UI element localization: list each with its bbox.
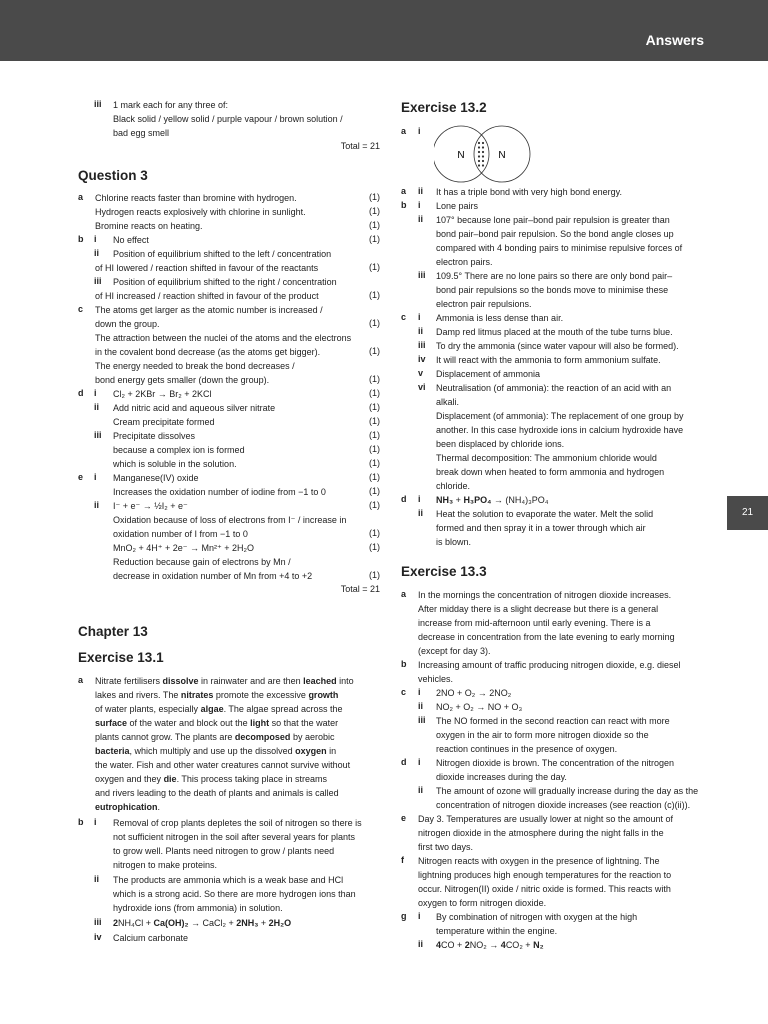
item-label: b: [78, 234, 84, 244]
item-label: g: [401, 911, 407, 921]
answer-line: Black solid / yellow solid / purple vapour / brown solution /: [113, 114, 343, 124]
mark: (1): [369, 416, 380, 426]
answer-line: Thermal decomposition: The ammonium chloride would: [436, 453, 657, 463]
item-sublabel: iii: [94, 276, 102, 286]
answer-line: formed and then spray it in a tower through which air: [436, 523, 646, 533]
shared-electron-dot: [482, 142, 484, 144]
answer-line: oxidation number of I from −1 to 0: [113, 529, 248, 539]
answer-line: lakes and rivers. The nitrates promote the excessive growth: [95, 690, 339, 700]
answer-line: Reduction because gain of electrons by Mn /: [113, 557, 291, 567]
item-sublabel: ii: [418, 326, 424, 336]
mark: (1): [369, 374, 380, 384]
answer-line: first two days.: [418, 842, 474, 852]
answer-line: Nitrate fertilisers dissolve in rainwater and are then leached into: [95, 676, 354, 686]
answer-line: Ammonia is less dense than air.: [436, 313, 564, 323]
answer-line: Manganese(IV) oxide: [113, 473, 199, 483]
answer-line: Cl₂ + 2KBr → Br₂ + 2KCl: [113, 389, 212, 399]
answer-line: surface of the water and block out the light so that the water: [95, 718, 339, 728]
answer-line: been displaced by chloride ions.: [436, 439, 565, 449]
item-label: a: [401, 126, 407, 136]
answer-line: In the mornings the concentration of nitrogen dioxide increases.: [418, 590, 672, 600]
total-marks: Total = 21: [340, 141, 380, 151]
answer-line: Cream precipitate formed: [113, 417, 215, 427]
answer-line: which is soluble in the solution.: [113, 459, 237, 469]
answer-line: down the group.: [95, 319, 160, 329]
item-label: iii: [94, 99, 102, 109]
answer-line: plants cannot grow. The plants are decomposed by aerobic: [95, 732, 335, 742]
item-label: b: [78, 817, 84, 827]
answer-line: Displacement of ammonia: [436, 369, 541, 379]
item-sublabel: i: [418, 687, 421, 697]
item-sublabel: ii: [418, 508, 424, 518]
shared-electron-dot: [482, 151, 484, 153]
answer-line: and rivers leading to the death of plants and animals is called: [95, 788, 339, 798]
answer-line: The energy needed to break the bond decreases /: [95, 361, 295, 371]
answer-line: To dry the ammonia (since water vapour will also be formed).: [436, 341, 679, 351]
item-label: c: [78, 304, 84, 314]
item-label: b: [401, 659, 407, 669]
answer-line: No effect: [113, 235, 149, 245]
answer-line: Nitrogen reacts with oxygen in the presence of lightning. The: [418, 856, 660, 866]
right-atom-symbol: N: [498, 150, 506, 161]
answer-line: bad egg smell: [113, 128, 170, 138]
item-sublabel: i: [418, 757, 421, 767]
answer-line: lightning produces high enough temperatures for the reaction to: [418, 870, 672, 880]
item-sublabel: ii: [418, 939, 424, 949]
item-label: d: [401, 494, 407, 504]
answer-line: (except for day 3).: [418, 646, 491, 656]
answer-line: 109.5° There are no lone pairs so there are only bond pair–: [436, 271, 673, 281]
answer-line: bond pair repulsions so the bonds move to minimise these: [436, 285, 669, 295]
mark: (1): [369, 290, 380, 300]
item-sublabel: i: [418, 312, 421, 322]
mark: (1): [369, 388, 380, 398]
answer-line: After midday there is a slight decrease but there is a general: [418, 604, 659, 614]
answer-line: The products are ammonia which is a weak base and HCl: [113, 875, 344, 885]
answer-line: Heat the solution to evaporate the water. Melt the solid: [436, 509, 654, 519]
answer-line: the water. Fish and other water creatures cannot survive without: [95, 760, 351, 770]
answer-line: bacteria, which multiply and use up the dissolved oxygen in: [95, 746, 337, 756]
answer-line: The NO formed in the second reaction can react with more: [436, 716, 670, 726]
answer-line: not sufficient nitrogen in the soil after several years for plants: [113, 832, 355, 842]
answer-line: because a complex ion is formed: [113, 445, 245, 455]
item-label: e: [401, 813, 407, 823]
item-label: e: [78, 472, 84, 482]
shared-electron-dot: [478, 164, 480, 166]
answer-line: MnO₂ + 4H⁺ + 2e⁻ → Mn²⁺ + 2H₂O: [113, 543, 255, 553]
answer-line: oxygen and they die. This process taking place in streams: [95, 774, 327, 784]
total-marks: Total = 21: [340, 584, 380, 594]
answer-line: break down when heated to form ammonia and hydrogen: [436, 467, 665, 477]
item-sublabel: i: [94, 388, 97, 398]
nitrogen-molecule-diagram: [434, 123, 554, 185]
item-label: d: [401, 757, 407, 767]
mark: (1): [369, 192, 380, 202]
item-sublabel: iii: [418, 340, 426, 350]
item-label: a: [401, 186, 407, 196]
item-sublabel: iii: [94, 917, 102, 927]
answer-line: Increasing amount of traffic producing nitrogen dioxide, e.g. diesel: [418, 660, 681, 670]
item-sublabel: ii: [94, 874, 100, 884]
header-bar: [0, 0, 768, 61]
item-sublabel: iii: [94, 430, 102, 440]
answer-line: nitrogen dioxide in the atmosphere during the night falls in the: [418, 828, 664, 838]
mark: (1): [369, 318, 380, 328]
mark: (1): [369, 486, 380, 496]
item-sublabel: ii: [418, 785, 424, 795]
answer-line: oxygen in the air to form more nitrogen dioxide so the: [436, 730, 649, 740]
answer-line: It has a triple bond with very high bond energy.: [436, 187, 622, 197]
item-label: f: [401, 855, 404, 865]
shared-electron-dot: [478, 160, 480, 162]
answer-line: 2NO + O₂ → 2NO₂: [436, 688, 512, 698]
answer-line: in the covalent bond decrease (as the atoms get bigger).: [95, 347, 321, 357]
item-sublabel: ii: [418, 214, 424, 224]
mark: (1): [369, 220, 380, 230]
shared-electron-dot: [482, 146, 484, 148]
answer-line: decrease in oxidation number of Mn from +4 to +2: [113, 571, 313, 581]
item-sublabel: i: [94, 817, 97, 827]
answer-line: to grow well. Plants need nitrogen to grow / plants need: [113, 846, 335, 856]
answer-line: temperature within the engine.: [436, 926, 558, 936]
mark: (1): [369, 570, 380, 580]
item-label: b: [401, 200, 407, 210]
answer-line: nitrogen to make proteins.: [113, 860, 218, 870]
item-sublabel: ii: [418, 186, 424, 196]
answer-line: chloride.: [436, 481, 471, 491]
answer-line: The amount of ozone will gradually increase during the day as the: [436, 786, 699, 796]
shared-electron-dot: [478, 146, 480, 148]
answer-line: Oxidation because of loss of electrons from I⁻ / increase in: [113, 515, 347, 525]
shared-electron-dot: [482, 160, 484, 162]
item-sublabel: i: [418, 126, 421, 136]
answer-line: dioxide increases during the day.: [436, 772, 567, 782]
answer-line: decrease in concentration from the late evening to early morning: [418, 632, 675, 642]
mark: (1): [369, 402, 380, 412]
answer-line: occur. Nitrogen(II) oxide / nitric oxide is formed. This reacts with: [418, 884, 671, 894]
answer-line: Position of equilibrium shifted to the left / concentration: [113, 249, 332, 259]
answer-line: Chlorine reacts faster than bromine with hydrogen.: [95, 193, 297, 203]
shared-electron-dot: [482, 164, 484, 166]
answer-line: The attraction between the nuclei of the atoms and the electrons: [95, 333, 352, 343]
answer-line: Day 3. Temperatures are usually lower at night so the amount of: [418, 814, 673, 824]
item-sublabel: i: [94, 234, 97, 244]
mark: (1): [369, 472, 380, 482]
answer-line: bond pair–bond pair repulsion. So the bond angle closes up: [436, 229, 674, 239]
answer-line: Nitrogen dioxide is brown. The concentration of the nitrogen: [436, 758, 674, 768]
shared-electron-dot: [478, 142, 480, 144]
page-number: 21: [727, 496, 768, 530]
question-heading: Question 3: [78, 168, 148, 183]
answer-line: bond energy gets smaller (down the group).: [95, 375, 270, 385]
answer-line: Add nitric acid and aqueous silver nitrate: [113, 403, 276, 413]
item-sublabel: i: [418, 494, 421, 504]
answer-line: The atoms get larger as the atomic number is increased /: [95, 305, 323, 315]
item-sublabel: ii: [94, 402, 100, 412]
item-sublabel: ii: [94, 248, 100, 258]
item-sublabel: i: [418, 911, 421, 921]
mark: (1): [369, 528, 380, 538]
mark: (1): [369, 206, 380, 216]
answer-line: electron pairs.: [436, 257, 493, 267]
answer-line: Position of equilibrium shifted to the right / concentration: [113, 277, 337, 287]
answer-line: electron pair repulsions.: [436, 299, 532, 309]
answer-line: Bromine reacts on heating.: [95, 221, 203, 231]
answer-line: 2NH₄Cl + Ca(OH)₂ → CaCl₂ + 2NH₃ + 2H₂O: [113, 918, 292, 928]
answer-line: which is a strong acid. So there are more hydrogen ions than: [113, 889, 356, 899]
answer-line: is blown.: [436, 537, 472, 547]
answer-line: 1 mark each for any three of:: [113, 100, 229, 110]
answer-line: increase from mid-afternoon until early evening. There is a: [418, 618, 651, 628]
item-sublabel: iii: [418, 270, 426, 280]
left-atom-symbol: N: [457, 150, 465, 161]
item-label: d: [78, 388, 84, 398]
answer-line: another. In this case hydroxide ions in calcium hydroxide have: [436, 425, 684, 435]
answer-line: oxygen to form nitrogen dioxide.: [418, 898, 547, 908]
answer-line: compared with 4 bonding pairs to minimise repulsive forces of: [436, 243, 683, 253]
item-sublabel: iv: [94, 932, 102, 942]
answer-line: Increases the oxidation number of iodine from −1 to 0: [113, 487, 326, 497]
answer-line: By combination of nitrogen with oxygen at the high: [436, 912, 638, 922]
answer-line: hydroxide ions (from ammonia) in solution.: [113, 903, 283, 913]
item-sublabel: i: [94, 472, 97, 482]
answer-line: Precipitate dissolves: [113, 431, 196, 441]
item-sublabel: ii: [94, 500, 100, 510]
answer-line: reaction continues in the presence of oxygen.: [436, 744, 618, 754]
answer-line: concentration of nitrogen dioxide increases (see reaction (c)(ii)).: [436, 800, 691, 810]
shared-electron-dot: [478, 155, 480, 157]
item-label: a: [78, 192, 84, 202]
answer-line: Neutralisation (of ammonia): the reaction of an acid with an: [436, 383, 672, 393]
answer-line: Calcium carbonate: [113, 933, 189, 943]
answer-line: Hydrogen reacts explosively with chlorine in sunlight.: [95, 207, 306, 217]
mark: (1): [369, 234, 380, 244]
answer-line: eutrophication.: [95, 802, 161, 812]
item-sublabel: vi: [418, 382, 426, 392]
item-label: c: [401, 312, 407, 322]
item-label: a: [78, 675, 84, 685]
answer-line: Removal of crop plants depletes the soil of nitrogen so there is: [113, 818, 362, 828]
item-sublabel: iii: [418, 715, 426, 725]
answer-line: NH₃ + H₃PO₄ → (NH₄)₃PO₄: [436, 495, 549, 505]
exercise-heading: Exercise 13.2: [401, 100, 487, 115]
mark: (1): [369, 430, 380, 440]
shared-electron-dot: [478, 151, 480, 153]
answer-line: 107° because lone pair–bond pair repulsion is greater than: [436, 215, 670, 225]
mark: (1): [369, 458, 380, 468]
answer-line: of HI increased / reaction shifted in favour of the product: [95, 291, 319, 301]
answer-line: Lone pairs: [436, 201, 479, 211]
mark: (1): [369, 444, 380, 454]
answer-line: of HI lowered / reaction shifted in favour of the reactants: [95, 263, 319, 273]
mark: (1): [369, 500, 380, 510]
answer-line: of water plants, especially algae. The algae spread across the: [95, 704, 343, 714]
answer-line: alkali.: [436, 397, 460, 407]
answer-line: Damp red litmus placed at the mouth of the tube turns blue.: [436, 327, 673, 337]
header-title: Answers: [645, 32, 704, 48]
answer-line: NO₂ + O₂ → NO + O₃: [436, 702, 523, 712]
mark: (1): [369, 542, 380, 552]
item-sublabel: i: [418, 200, 421, 210]
answer-line: I⁻ + e⁻ → ½I₂ + e⁻: [113, 501, 188, 511]
exercise-heading: Exercise 13.3: [401, 564, 487, 579]
chapter-heading: Chapter 13: [78, 624, 148, 639]
exercise-heading: Exercise 13.1: [78, 650, 164, 665]
mark: (1): [369, 262, 380, 272]
answer-line: 4CO + 2NO₂ → 4CO₂ + N₂: [436, 940, 544, 950]
item-sublabel: ii: [418, 701, 424, 711]
item-label: a: [401, 589, 407, 599]
shared-electron-dot: [482, 155, 484, 157]
answer-line: vehicles.: [418, 674, 454, 684]
item-label: c: [401, 687, 407, 697]
item-sublabel: v: [418, 368, 424, 378]
answer-line: Displacement (of ammonia): The replacement of one group by: [436, 411, 684, 421]
answer-line: It will react with the ammonia to form ammonium sulfate.: [436, 355, 661, 365]
mark: (1): [369, 346, 380, 356]
item-sublabel: iv: [418, 354, 426, 364]
